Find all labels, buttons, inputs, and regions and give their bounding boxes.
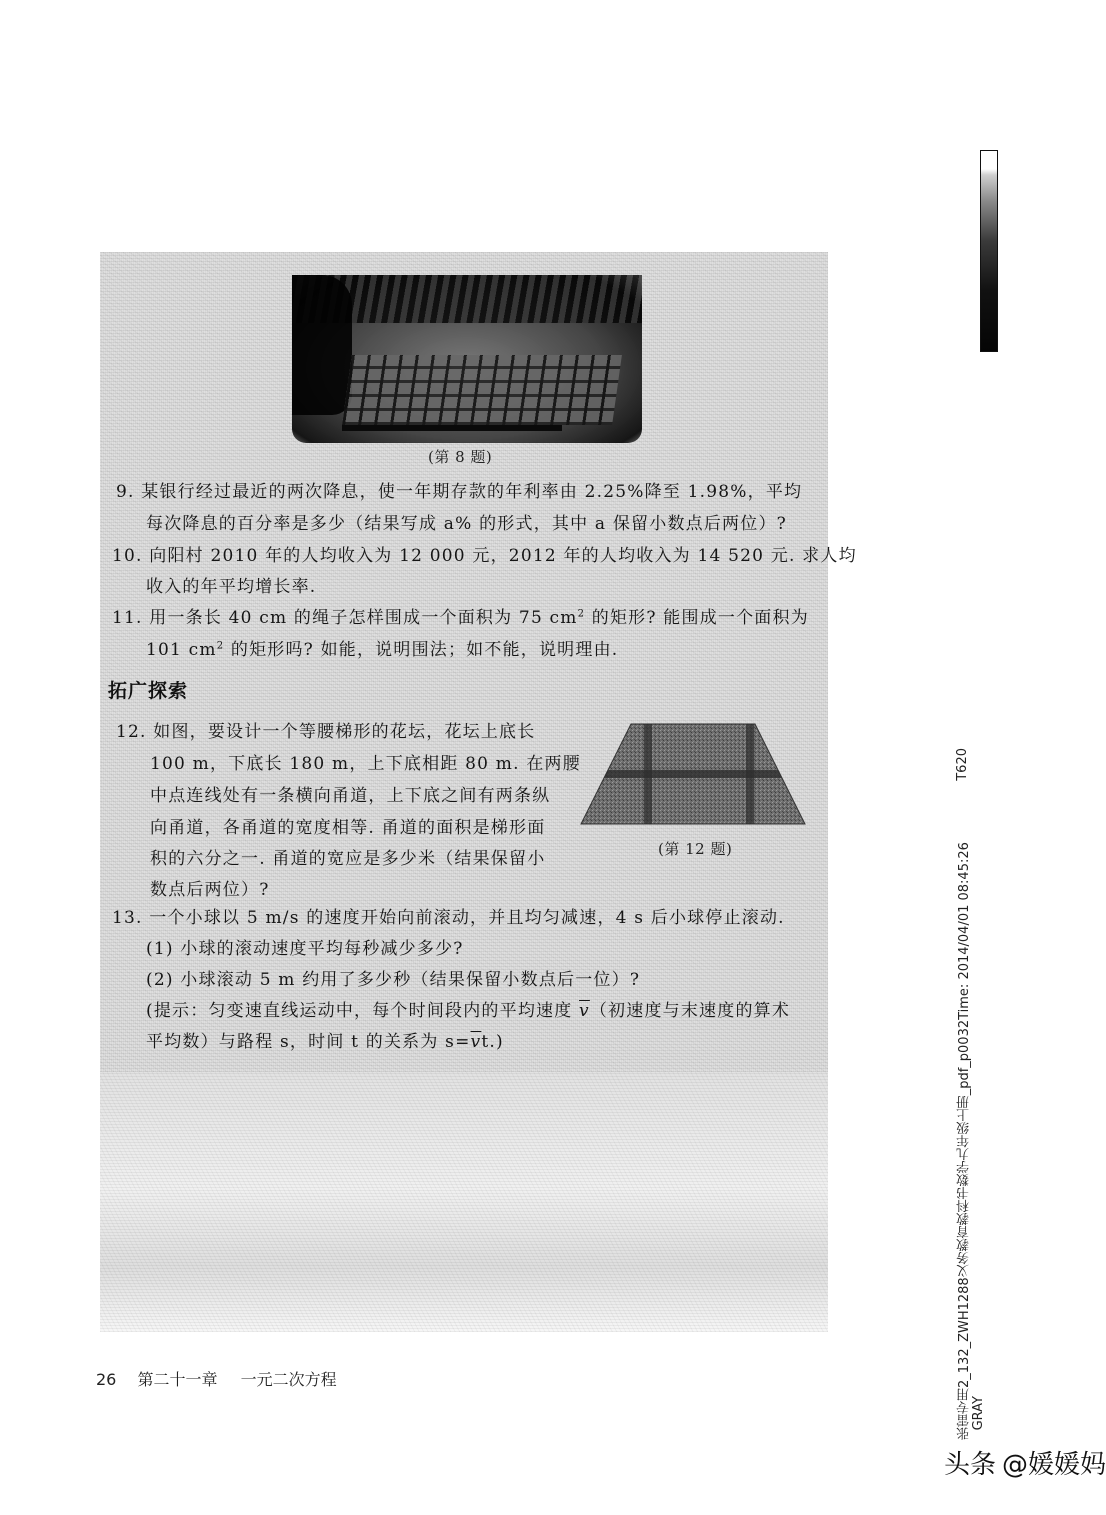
- figure-12-caption: (第 12 题): [658, 840, 733, 858]
- trapezoid-diagram: [580, 722, 806, 826]
- problem-11-line-2-text-b: 的矩形吗? 如能，说明围法；如不能，说明理由.: [224, 640, 619, 660]
- gray-scale-calibration-bar: [980, 150, 998, 352]
- problem-11-line-2: [146, 638, 618, 662]
- page-footer: [96, 1367, 337, 1390]
- problem-12-line-1: 12. 如图，要设计一个等腰梯形的花坛，花坛上底长: [116, 722, 536, 742]
- problem-10-line-1: 10. 向阳村 2010 年的人均收入为 12 000 元，2012 年的人均收入为 14 520 元. 求人均: [112, 546, 857, 566]
- problem-12-line-6: 数点后两位）?: [150, 880, 270, 900]
- figure-8-caption: (第 8 题): [428, 448, 493, 466]
- problem-13-hint-line-1: [146, 999, 790, 1023]
- scanned-page-lower-region: [100, 1072, 828, 1332]
- superscript-2: 2: [216, 640, 225, 652]
- problem-9-line-1: 9. 某银行经过最近的两次降息，使一年期存款的年利率由 2.25%降至 1.98%，平均: [116, 482, 803, 502]
- photo-tree-shape: [292, 275, 352, 415]
- problem-13-line-1: 13. 一个小球以 5 m/s 的速度开始向前滚动，并且均匀减速，4 s 后小球停止滚动.: [112, 908, 785, 928]
- hint-text-c: 平均数）与路程 s，时间 t 的关系为 s=: [146, 1032, 471, 1052]
- problem-9-line-2: 每次降息的百分率是多少（结果写成 a% 的形式，其中 a 保留小数点后两位）?: [146, 514, 787, 534]
- problem-11-line-1-text-b: 的矩形? 能围成一个面积为: [585, 608, 809, 628]
- hint-text-b: （初速度与末速度的算术: [589, 1001, 791, 1021]
- photo-field-grid: [342, 355, 622, 425]
- chapter-title: 一元二次方程: [240, 1370, 337, 1389]
- section-title-extension-exploration: 拓广探索: [108, 680, 189, 702]
- chapter-label: 第二十一章: [137, 1370, 218, 1389]
- photo-fence-shape: [342, 425, 562, 431]
- problem-12-line-4: 向甬道，各甬道的宽度相等. 甬道的面积是梯形面: [150, 818, 546, 838]
- farm-field-photo: [292, 275, 642, 443]
- problem-12-line-2: 100 m，下底长 180 m，上下底相距 80 m. 在两腰: [150, 754, 581, 774]
- problem-11-line-1: [112, 606, 809, 630]
- problem-11-line-1-text-a: 11. 用一条长 40 cm 的绳子怎样围成一个面积为 75 cm: [112, 608, 578, 628]
- trapezoid-flowerbed-figure: [580, 722, 806, 826]
- problem-13-sub-2: (2) 小球滚动 5 m 约用了多少秒（结果保留小数点后一位）?: [146, 970, 641, 990]
- problem-12-line-5: 积的六分之一. 甬道的宽应是多少米（结果保留小: [150, 849, 546, 869]
- problem-11-line-2-text-a: 101 cm: [146, 640, 217, 660]
- superscript-2: 2: [577, 608, 586, 620]
- hint-text-d: t.): [481, 1032, 504, 1052]
- hint-text-a: (提示：匀变速直线运动中，每个时间段内的平均速度: [146, 1001, 580, 1021]
- scan-label-device: T620: [955, 748, 970, 781]
- problem-13-hint-line-2: [146, 1030, 504, 1054]
- problem-12-line-3: 中点连线处有一条横向甬道，上下底之间有两条纵: [150, 786, 551, 806]
- average-velocity-symbol: $\overline{v}$: [579, 1001, 590, 1021]
- average-velocity-symbol: $\overline{v}$: [470, 1032, 482, 1052]
- scan-label-mode: GRAY: [971, 1396, 986, 1431]
- problem-10-line-2: 收入的年平均增长率.: [146, 577, 317, 597]
- toutiao-watermark: [944, 1444, 1106, 1481]
- author-handle: @媛媛妈: [1002, 1450, 1106, 1480]
- toutiao-logo-text: 头条: [944, 1450, 997, 1480]
- problem-13-sub-1: (1) 小球的滚动速度平均每秒减少多少?: [146, 939, 464, 959]
- scan-label-file-info: 张雷专用2_132_ZWH1288义务教育教科书数学九年级上册_pdf_p0032Time: 2014/04/01 08:45:26: [957, 842, 972, 1440]
- page-number: 26: [96, 1370, 117, 1389]
